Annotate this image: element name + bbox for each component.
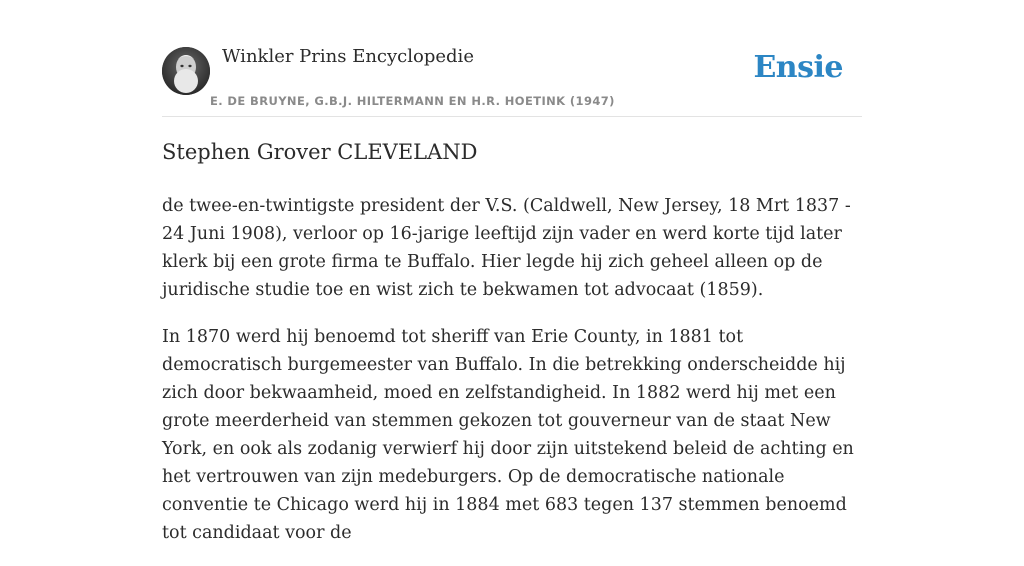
brand-logo[interactable]: Ensie (753, 50, 843, 85)
page (162, 0, 862, 543)
header (162, 0, 862, 117)
encyclopedia-name[interactable]: Winkler Prins Encyclopedie (222, 46, 474, 67)
authors-line: E. DE BRUYNE, G.B.J. HILTERMANN EN H.R. HOETINK (1947) (210, 94, 615, 108)
article-title: Stephen Grover CLEVELAND (162, 140, 478, 164)
paragraph: de twee-en-twintigste president der V.S. (Caldwell, New Jersey, 18 Mrt 1837 - 24 Juni 1908), verloor op 16-jarige leeftijd zijn vader en werd korte tijd later klerk bij een grote firma te Buffalo. Hier legde hij zich geheel alleen op de juridische studie toe en wist zich te bekwamen tot advocaat (1859). (162, 196, 851, 300)
portrait-icon (162, 47, 210, 95)
paragraph: In 1870 werd hij benoemd tot sheriff van Erie County, in 1881 tot democratisch burgemeester van Buffalo. In die betrekking onderscheidde hij zich door bekwaamheid, moed en zelfstandigheid. In 1882 werd hij met een grote meerderheid van stemmen gekozen tot gouverneur van de staat New York, en ook als zodanig verwierf hij door zijn uitstekend beleid de achting en het vertrouwen van zijn medeburgers. Op de democratische nationale conventie te Chicago werd hij in 1884 met 683 tegen 137 stemmen benoemd tot candidaat voor de (162, 327, 854, 543)
article-body (162, 192, 862, 566)
